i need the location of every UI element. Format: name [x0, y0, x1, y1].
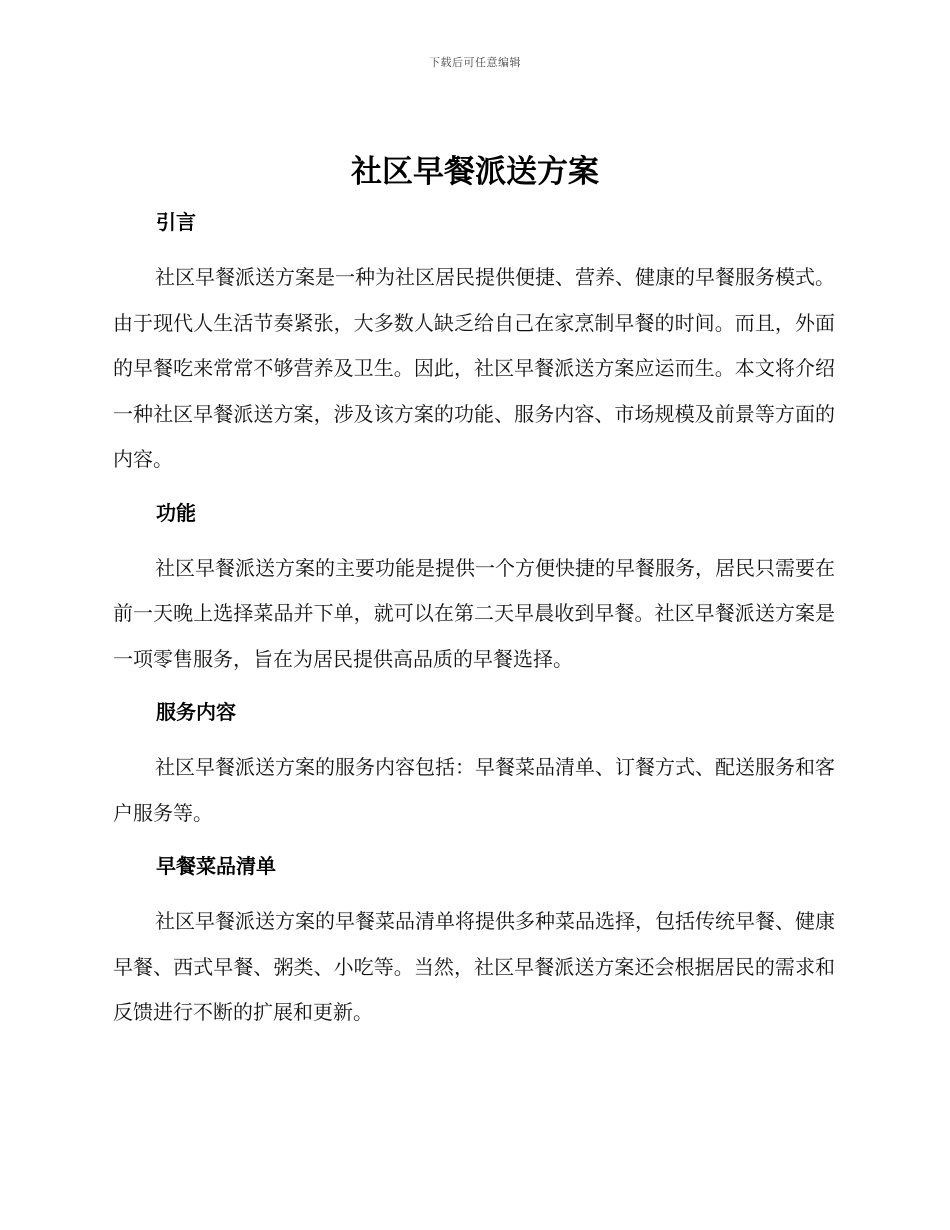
section-heading-service-content: 服务内容	[156, 700, 236, 724]
document-title: 社区早餐派送方案	[351, 154, 599, 190]
document-body	[113, 202, 835, 1036]
section-paragraph-menu-list: 社区早餐派送方案的早餐菜品清单将提供多种菜品选择，包括传统早餐、健康早餐、西式早餐、粥类、小吃等。当然，社区早餐派送方案还会根据居民的需求和反馈进行不断的扩展和更新。	[113, 909, 835, 1024]
page-header-note: 下载后可任意编辑	[429, 56, 521, 69]
section-paragraph-function: 社区早餐派送方案的主要功能是提供一个方便快捷的早餐服务，居民只需要在前一天晚上选择菜品并下单，就可以在第二天早晨收到早餐。社区早餐派送方案是一项零售服务，旨在为居民提供高品质的早餐选择。	[113, 555, 835, 671]
section-heading-menu-list: 早餐菜品清单	[156, 854, 276, 878]
section-heading-introduction: 引言	[156, 210, 196, 234]
section-paragraph-service-content: 社区早餐派送方案的服务内容包括：早餐菜品清单、订餐方式、配送服务和客户服务等。	[113, 755, 835, 825]
section-heading-function: 功能	[156, 500, 196, 525]
section-paragraph-introduction: 社区早餐派送方案是一种为社区居民提供便捷、营养、健康的早餐服务模式。由于现代人生活节奏紧张，大多数人缺乏给自己在家烹制早餐的时间。而且，外面的早餐吃来常常不够营养及卫生。因此，社区早餐派送方案应运而生。本文将介绍一种社区早餐派送方案，涉及该方案的功能、服务内容、市场规模及前景等方面的内容。	[113, 265, 835, 471]
